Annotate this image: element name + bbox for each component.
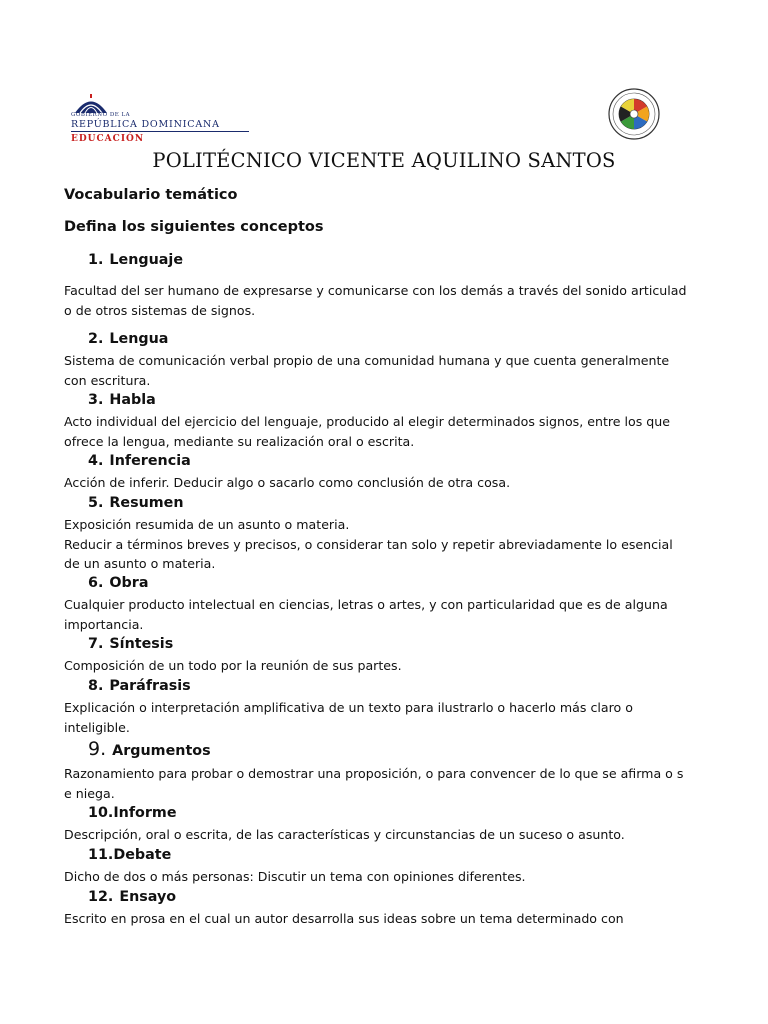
definition-line: o de otros sistemas de signos. bbox=[64, 302, 256, 318]
term-label: Obra bbox=[109, 575, 149, 591]
term-heading bbox=[88, 453, 191, 469]
government-logo bbox=[71, 94, 261, 144]
gov-line-2: REPÚBLICA DOMINICANA bbox=[71, 118, 220, 130]
term-heading bbox=[88, 392, 156, 408]
term-number: 5. bbox=[88, 495, 104, 511]
term-number: 2. bbox=[88, 331, 104, 347]
term-number: 3. bbox=[88, 392, 104, 408]
term-label: Argumentos bbox=[112, 743, 211, 759]
definition-line: Cualquier producto intelectual en ciencias, letras o artes, y con particularidad que es de alguna bbox=[64, 597, 668, 612]
definition-line: Composición de un todo por la reunión de sus partes. bbox=[64, 658, 402, 673]
vocabulary-heading: Vocabulario temático bbox=[64, 187, 238, 203]
term-label: Habla bbox=[109, 392, 156, 408]
gov-line-1: GOBIERNO DE LA bbox=[71, 112, 131, 118]
term-number: 10. bbox=[88, 805, 114, 821]
term-label: Debate bbox=[113, 847, 172, 863]
term-number: 11. bbox=[88, 847, 114, 863]
definition-line: con escritura. bbox=[64, 372, 151, 388]
definition bbox=[64, 909, 704, 929]
definition-line: inteligible. bbox=[64, 719, 130, 735]
definition bbox=[64, 595, 704, 634]
term-heading bbox=[88, 331, 168, 347]
term-number: 12. bbox=[88, 889, 114, 905]
term-number: 8. bbox=[88, 678, 104, 694]
definition-line: Facultad del ser humano de expresarse y comunicarse con los demás a través del sonido articulad bbox=[64, 283, 687, 298]
term-label: Ensayo bbox=[119, 889, 177, 905]
term-heading bbox=[88, 575, 148, 591]
definition bbox=[64, 473, 704, 493]
definition-line: Acción de inferir. Deducir algo o sacarlo como conclusión de otra cosa. bbox=[64, 475, 511, 490]
definition-line: importancia. bbox=[64, 616, 144, 632]
term-heading bbox=[88, 847, 171, 863]
term-label: Lenguaje bbox=[109, 252, 184, 268]
definition-line: Reducir a términos breves y precisos, o considerar tan solo y repetir abreviadamente lo esencial bbox=[64, 536, 673, 552]
term-label: Síntesis bbox=[109, 636, 174, 652]
term-number: 1. bbox=[88, 252, 104, 268]
term-heading bbox=[88, 495, 184, 511]
definition-line: de un asunto o materia. bbox=[64, 556, 216, 571]
term-heading bbox=[88, 678, 191, 694]
school-title: POLITÉCNICO VICENTE AQUILINO SANTOS bbox=[152, 149, 616, 172]
definition-line: Escrito en prosa en el cual un autor desarrolla sus ideas sobre un tema determinado con bbox=[64, 911, 624, 926]
definition bbox=[64, 351, 704, 390]
definition-line: e niega. bbox=[64, 785, 115, 801]
term-label: Paráfrasis bbox=[109, 678, 191, 694]
term-label: Inferencia bbox=[109, 453, 191, 469]
term-number: 4. bbox=[88, 453, 104, 469]
term-number: 6. bbox=[88, 575, 104, 591]
definition-line: Sistema de comunicación verbal propio de una comunidad humana y que cuenta generalmente bbox=[64, 353, 670, 368]
term-number: 7. bbox=[88, 636, 104, 652]
term-heading bbox=[88, 805, 177, 821]
school-seal-icon bbox=[608, 88, 660, 140]
definition bbox=[64, 656, 704, 676]
definition bbox=[64, 825, 704, 845]
definition bbox=[64, 867, 704, 887]
term-label: Lengua bbox=[109, 331, 169, 347]
dome-icon bbox=[71, 94, 111, 114]
definition-line: Explicación o interpretación amplificativa de un texto para ilustrarlo o hacerlo más claro o bbox=[64, 700, 633, 715]
definition bbox=[64, 698, 704, 737]
term-label: Resumen bbox=[109, 495, 184, 511]
definition-line: Dicho de dos o más personas: Discutir un tema con opiniones diferentes. bbox=[64, 869, 526, 884]
definition-line: Acto individual del ejercicio del lenguaje, producido al elegir determinados signos, entre los que bbox=[64, 414, 671, 429]
definition-line: ofrece la lengua, mediante su realización oral o escrita. bbox=[64, 433, 415, 449]
instruction-heading: Defina los siguientes conceptos bbox=[64, 219, 324, 235]
definition bbox=[64, 515, 704, 574]
definition-line: Razonamiento para probar o demostrar una proposición, o para convencer de lo que se afirma o s bbox=[64, 766, 684, 781]
gov-line-3: EDUCACIÓN bbox=[71, 134, 145, 144]
term-heading bbox=[88, 636, 173, 652]
term-heading bbox=[88, 252, 183, 268]
definition-line: Exposición resumida de un asunto o materia. bbox=[64, 517, 350, 532]
definition bbox=[64, 412, 704, 451]
term-heading bbox=[88, 889, 176, 905]
term-label: Informe bbox=[113, 805, 177, 821]
term-heading bbox=[88, 738, 211, 760]
definition-line: Descripción, oral o escrita, de las características y circunstancias de un suceso o asunto. bbox=[64, 827, 625, 842]
definition bbox=[64, 764, 704, 803]
definition bbox=[64, 281, 704, 320]
term-number: 9. bbox=[88, 738, 107, 760]
gov-divider bbox=[71, 131, 249, 132]
